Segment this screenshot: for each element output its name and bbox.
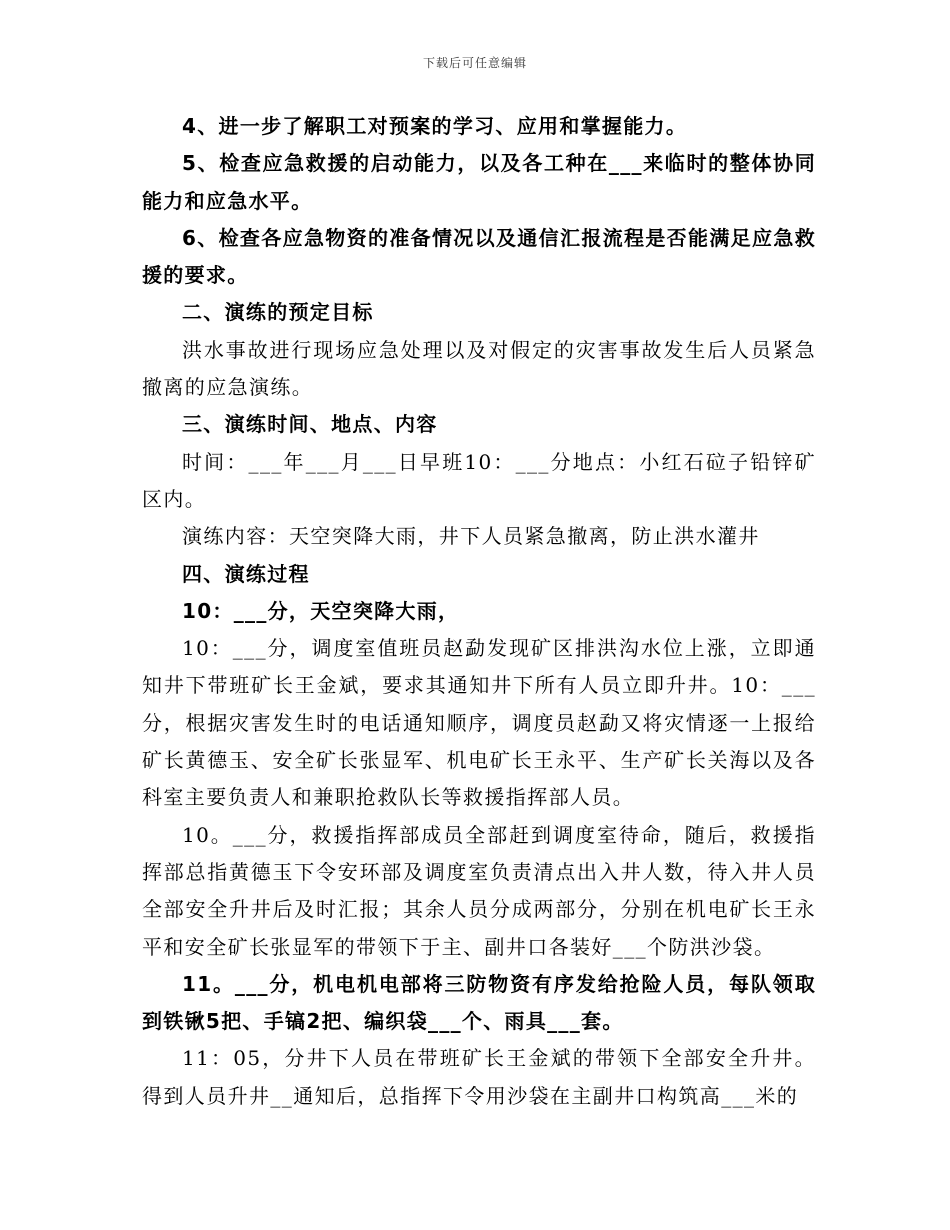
- paragraph-process-1: 10：___分，天空突降大雨，: [182, 598, 460, 623]
- paragraph-purpose-6: 6、检查各应急物资的准备情况以及通信汇报流程是否能满足应急救援的要求。: [142, 225, 816, 288]
- paragraph-process-3: 10。___分，救援指挥部成员全部赶到调度室待命，随后，救援指挥部总指黄德玉下令安环部及调度室负责清点出入井人数，待入井人员全部安全升井后及时汇报；其余人员分成两部分，分别在机电矿长王永平和安全矿长张显军的带领下于主、副井口各装好___个防洪沙袋。: [142, 822, 816, 959]
- document-body: [142, 108, 816, 1115]
- paragraph-process-5: 11：05，分井下人员在带班矿长王金斌的带领下全部安全升井。得到人员升井__通知后，总指挥下令用沙袋在主副井口构筑高___米的: [142, 1046, 816, 1108]
- paragraph-process-4: 11。___分，机电机电部将三防物资有序发给抢险人员，每队领取到铁锹5把、手镐2把、编织袋___个、雨具___套。: [142, 971, 816, 1034]
- paragraph-time: 时间：___年___月___日早班10：___分地点：小红石砬子铅锌矿区内。: [142, 449, 816, 511]
- section-heading-goals: 二、演练的预定目标: [182, 300, 374, 325]
- paragraph-content: 演练内容：天空突降大雨，井下人员紧急撤离，防止洪水灌井: [182, 524, 760, 549]
- section-heading-time-place: 三、演练时间、地点、内容: [182, 412, 438, 437]
- paragraph-process-2: 10：___分，调度室值班员赵勐发现矿区排洪沟水位上涨，立即通知井下带班矿长王金斌，要求其通知井下所有人员立即升井。10：___分，根据灾害发生时的电话通知顺序，调度员赵勐又将灾情逐一上报给矿长黄德玉、安全矿长张显军、机电矿长王永平、生产矿长关海以及各科室主要负责人和兼职抢救队长等救援指挥部人员。: [142, 636, 816, 810]
- paragraph-purpose-5: 5、检查应急救援的启动能力，以及各工种在___来临时的整体协同能力和应急水平。: [142, 151, 816, 213]
- paragraph-purpose-4: 4、进一步了解职工对预案的学习、应用和掌握能力。: [182, 114, 688, 138]
- paragraph-goals: 洪水事故进行现场应急处理以及对假定的灾害事故发生后人员紧急撤离的应急演练。: [142, 337, 816, 400]
- page-header: 下载后可任意编辑: [422, 56, 527, 70]
- section-heading-process: 四、演练过程: [182, 561, 310, 586]
